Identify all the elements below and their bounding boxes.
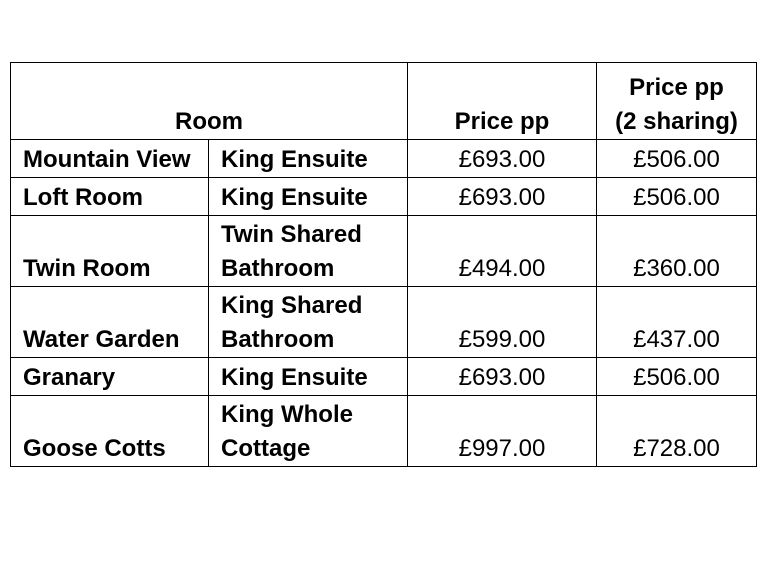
- header-price-pp-sharing: [597, 63, 757, 140]
- price-pp: £494.00: [408, 216, 597, 287]
- room-type-line2: Cottage: [221, 435, 311, 462]
- header-price-pp-sharing-line1: Price pp: [629, 74, 724, 101]
- price-pp-sharing: £360.00: [597, 216, 757, 287]
- price-pp: £693.00: [408, 140, 597, 178]
- price-pp-sharing: £506.00: [597, 358, 757, 396]
- room-type: King Ensuite: [209, 358, 408, 396]
- room-name: Water Garden: [11, 287, 209, 358]
- price-pp: £693.00: [408, 178, 597, 216]
- price-pp-sharing: £506.00: [597, 140, 757, 178]
- table-header-row: [11, 63, 757, 140]
- price-pp-sharing: £506.00: [597, 178, 757, 216]
- room-name: Goose Cotts: [11, 396, 209, 467]
- table-row: [11, 216, 757, 287]
- room-type-line1: Twin Shared: [221, 221, 362, 248]
- price-pp: £997.00: [408, 396, 597, 467]
- price-pp-sharing: £437.00: [597, 287, 757, 358]
- table-row: [11, 178, 757, 216]
- header-price-pp: Price pp: [408, 63, 597, 140]
- room-type-line1: King Whole: [221, 401, 353, 428]
- room-type: King Ensuite: [209, 140, 408, 178]
- price-pp: £599.00: [408, 287, 597, 358]
- room-type: [209, 287, 408, 358]
- room-type: [209, 396, 408, 467]
- table-row: [11, 287, 757, 358]
- room-type-line2: Bathroom: [221, 255, 335, 282]
- room-name: Loft Room: [11, 178, 209, 216]
- room-type-line1: King Shared: [221, 292, 363, 319]
- price-pp: £693.00: [408, 358, 597, 396]
- room-name: Mountain View: [11, 140, 209, 178]
- price-pp-sharing: £728.00: [597, 396, 757, 467]
- room-type-line2: Bathroom: [221, 326, 335, 353]
- table-row: [11, 358, 757, 396]
- header-room: Room: [11, 63, 408, 140]
- table-row: [11, 140, 757, 178]
- room-price-table: [10, 62, 757, 467]
- room-name: Twin Room: [11, 216, 209, 287]
- room-type: King Ensuite: [209, 178, 408, 216]
- table-row: [11, 396, 757, 467]
- room-type: [209, 216, 408, 287]
- room-name: Granary: [11, 358, 209, 396]
- header-price-pp-sharing-line2: (2 sharing): [615, 108, 738, 135]
